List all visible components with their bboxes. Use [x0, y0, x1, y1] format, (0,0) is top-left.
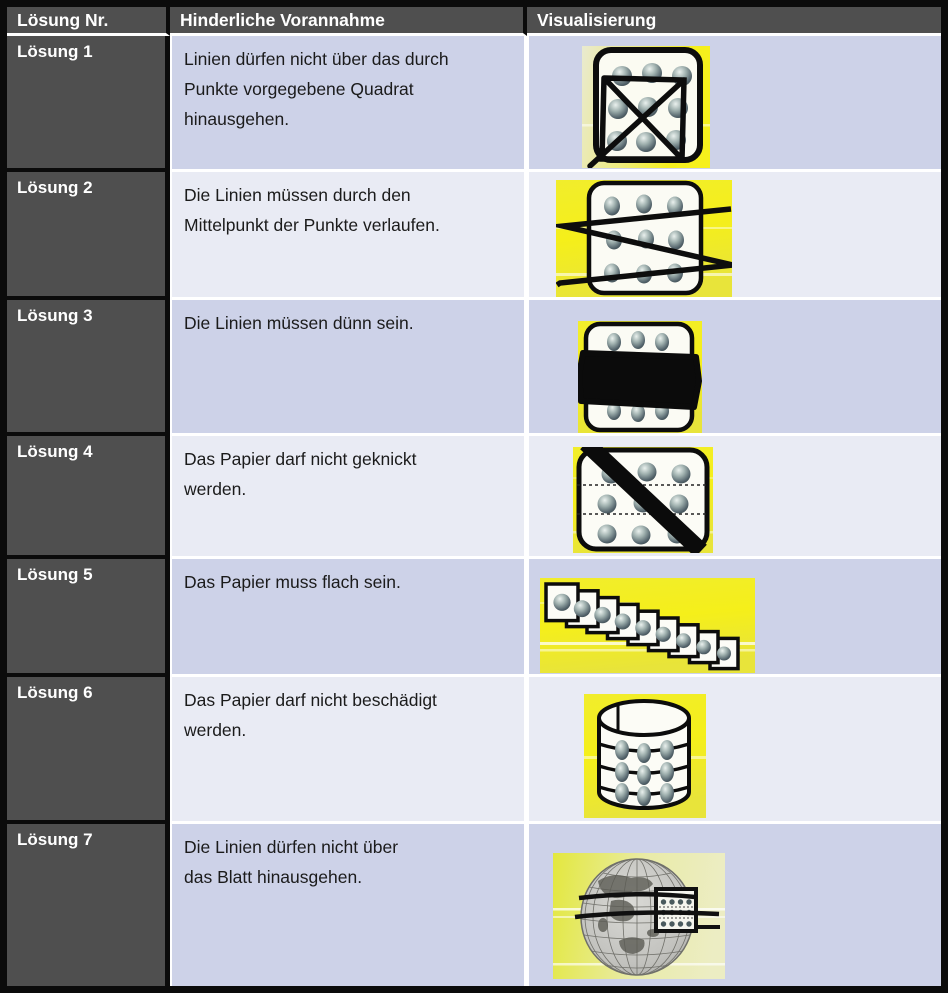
header-label: Hinderliche Vorannahme	[180, 10, 385, 30]
row-4-assumption-cell	[170, 436, 527, 559]
row-6-label-cell	[7, 677, 170, 824]
viz-square-and-x-inside-dots-icon	[582, 46, 710, 168]
viz-cascading-paper-pieces-icon	[540, 578, 755, 673]
viz-paper-cylinder-icon	[584, 694, 706, 818]
viz-fold-lines-crossed-out-icon	[573, 447, 713, 553]
assumption-text: Die Linien müssen dünn sein.	[184, 313, 414, 333]
solution-label: Lösung 6	[17, 683, 93, 702]
solutions-table	[7, 7, 941, 986]
assumption-text: Linien dürfen nicht über das durch Punkte vorgegebene Quadrat hinausgehen.	[184, 49, 449, 130]
header-cell-solution-number	[7, 7, 170, 36]
row-5-assumption-cell	[170, 559, 527, 677]
row-3-viz-cell	[527, 300, 941, 436]
solution-label: Lösung 5	[17, 565, 93, 584]
row-6-viz-cell	[527, 677, 941, 824]
row-5-label-cell	[7, 559, 170, 677]
row-5-viz-cell	[527, 559, 941, 677]
header-label: Visualisierung	[537, 10, 657, 30]
assumption-text: Das Papier muss flach sein.	[184, 572, 401, 592]
assumption-text: Die Linien müssen durch den Mittelpunkt der Punkte verlaufen.	[184, 185, 440, 236]
solution-label: Lösung 4	[17, 442, 93, 461]
row-4-viz-cell	[527, 436, 941, 559]
assumption-text: Das Papier darf nicht geknickt werden.	[184, 449, 417, 500]
viz-thick-black-band-over-dots-icon	[578, 321, 702, 433]
row-7-viz-cell	[527, 824, 941, 986]
row-6-assumption-cell	[170, 677, 527, 824]
assumption-text: Die Linien dürfen nicht über das Blatt hinausgehen.	[184, 837, 399, 888]
row-7-label-cell	[7, 824, 170, 986]
header-label: Lösung Nr.	[17, 10, 109, 30]
row-2-viz-cell	[527, 172, 941, 300]
solution-label: Lösung 7	[17, 830, 93, 849]
header-cell-visualization	[527, 7, 941, 36]
row-2-assumption-cell	[170, 172, 527, 300]
row-1-viz-cell	[527, 36, 941, 172]
header-cell-hindering-assumption	[170, 7, 527, 36]
assumption-text: Das Papier darf nicht beschädigt werden.	[184, 690, 437, 741]
row-3-assumption-cell	[170, 300, 527, 436]
solution-label: Lösung 2	[17, 178, 93, 197]
row-2-label-cell	[7, 172, 170, 300]
viz-globe-with-dots-square-icon	[553, 853, 725, 979]
solution-label: Lösung 3	[17, 306, 93, 325]
row-1-label-cell	[7, 36, 170, 172]
row-4-label-cell	[7, 436, 170, 559]
row-1-assumption-cell	[170, 36, 527, 172]
solution-label: Lösung 1	[17, 42, 93, 61]
row-7-assumption-cell	[170, 824, 527, 986]
row-3-label-cell	[7, 300, 170, 436]
viz-zigzag-through-dot-edges-icon	[556, 180, 732, 298]
